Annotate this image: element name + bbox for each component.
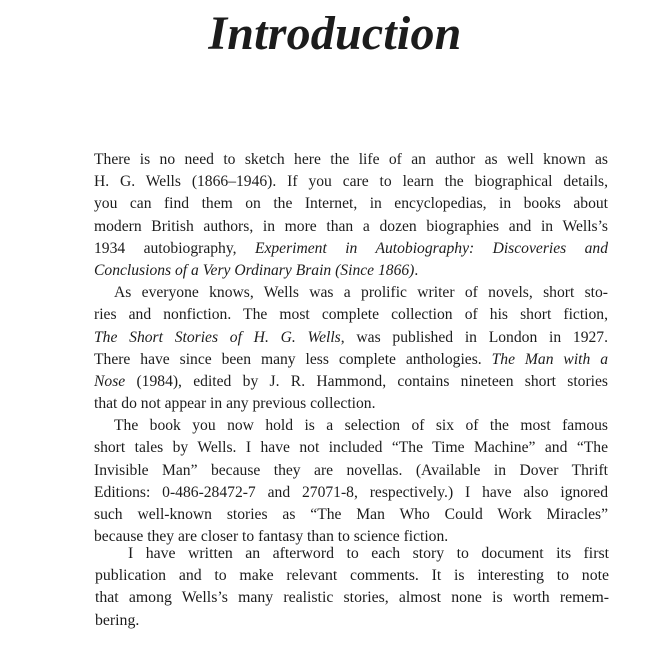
text-line: As everyone knows, Wells was a prolific writer of novels, short sto- [114, 284, 608, 302]
text-line: that among Wells’s many realistic stories, almost none is worth remem- [95, 589, 609, 607]
paragraph-4 [95, 543, 609, 632]
text-line: The Short Stories of H. G. Wells, was published in London in 1927. [94, 328, 608, 346]
text-line: ries and nonfiction. The most complete collection of his short fiction, [94, 306, 608, 324]
text-line: Invisible Man” because they are novellas. (Available in Dover Thrift [94, 461, 608, 479]
text-line: There is no need to sketch here the life of an author as well known as [94, 151, 608, 168]
text-line: The book you now hold is a selection of six of the most famous [114, 417, 608, 435]
text-line: There have since been many less complete anthologies. The Man with a [94, 350, 608, 368]
paragraph-2 [94, 282, 608, 415]
text-line: modern British authors, in more than a dozen biographies and in Wells’s [94, 217, 608, 235]
text-line: I have written an afterword to each story to document its first [128, 545, 609, 562]
paragraph-3 [94, 415, 608, 548]
text-line: you can find them on the Internet, in encyclopedias, in books about [94, 195, 608, 213]
text-line: short tales by Wells. I have not included “The Time Machine” and “The [94, 439, 608, 457]
text-line: 1934 autobiography, Experiment in Autobiography: Discoveries and [94, 239, 608, 257]
text-line: Conclusions of a Very Ordinary Brain (Since 1866). [94, 261, 419, 279]
text-line: Editions: 0-486-28472-7 and 27071-8, respectively.) I have also ignored [94, 483, 608, 501]
text-line: publication and to make relevant comments. It is interesting to note [95, 567, 609, 585]
text-line: such well-known stories as “The Man Who Could Work Miracles” [94, 506, 608, 523]
text-line: bering. [95, 611, 140, 629]
page-title: Introduction [208, 7, 462, 60]
text-line: that do not appear in any previous collection. [94, 395, 376, 413]
text-line: Nose (1984), edited by J. R. Hammond, contains nineteen short stories [94, 372, 608, 390]
text-line: because they are closer to fantasy than to science fiction. [94, 528, 449, 546]
text-line: H. G. Wells (1866–1946). If you care to learn the biographical details, [94, 173, 608, 191]
paragraph-1 [94, 149, 608, 282]
paragraph-4-block [95, 543, 609, 632]
body-text [94, 149, 608, 548]
